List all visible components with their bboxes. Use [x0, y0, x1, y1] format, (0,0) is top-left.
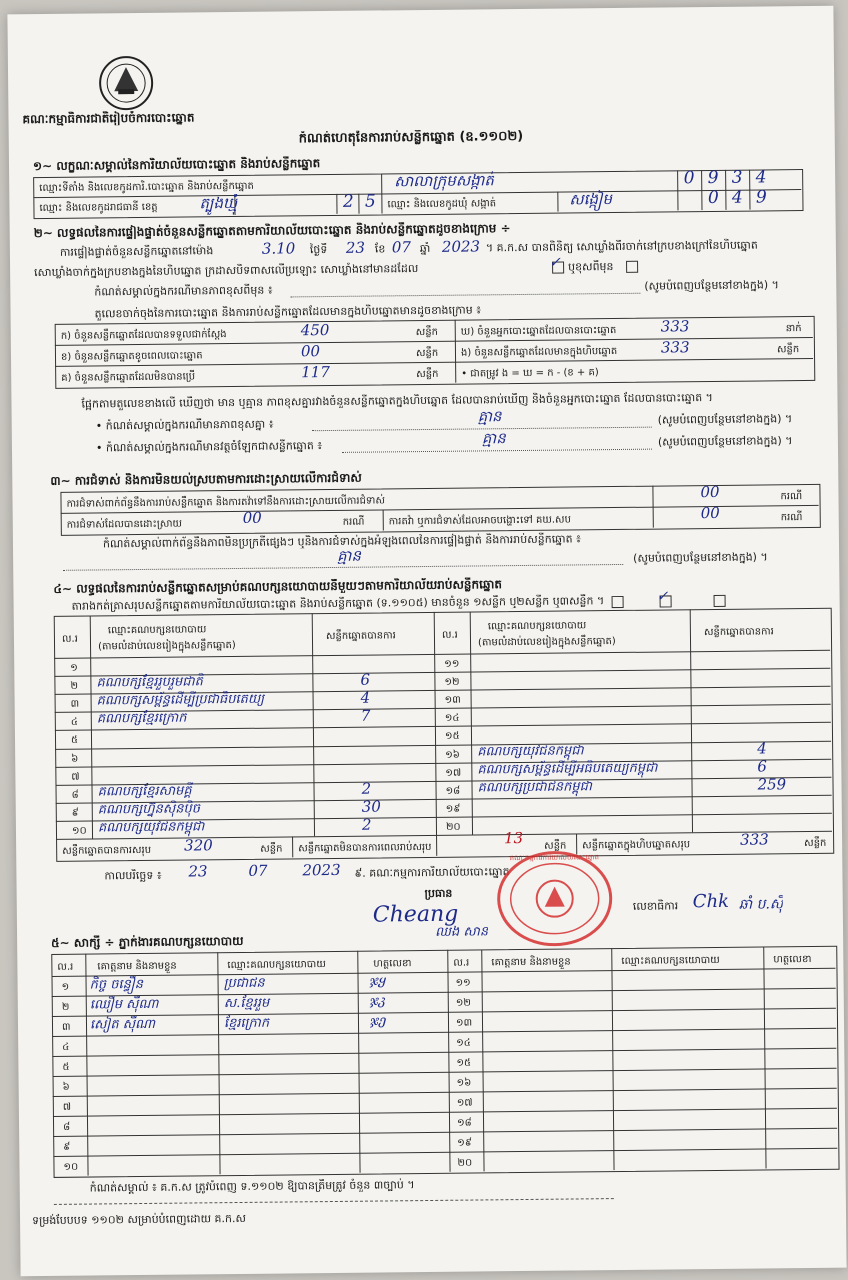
total-invalid-value: 13: [503, 829, 524, 848]
document-title: កំណត់ហេតុនៃការរាប់សន្លឹកឆ្នោត (ឧ.១១០២): [298, 128, 524, 147]
nec-emblem-icon: [96, 53, 157, 114]
year-label: ឆ្នាំ: [419, 241, 431, 256]
total-valid-label: សន្លឹកឆ្នោតបានការសរុប: [62, 844, 152, 857]
section4-heading: ៤~ លទ្ធផលនៃការរាប់សន្លឹកឆ្នោតសម្រាប់គណបក្សនយោបាយនីមួយៗតាមការិយាល័យរាប់សន្លឹកឆ្នោត: [53, 577, 503, 596]
check-line-rest: ។ គ.ក.ស បានពិនិត្យ សោឃ្លាំងពីរចាក់នៅក្របខាងក្រៅនៃហិបឆ្នោត: [485, 238, 758, 255]
result-row-no-left: ៥: [70, 735, 79, 747]
result-votes-left: 2: [361, 779, 372, 798]
received-label: ក) ចំនួនសន្លឹកឆ្នោតដែលបានទទួលជាក់ស្តែង: [60, 329, 227, 342]
check-time-label: ការផ្ទៀងផ្ទាត់ចំនួនសន្លឹកឆ្នោតនៅម៉ោង: [59, 244, 214, 259]
objection-row2b-unit: ករណី: [780, 512, 803, 524]
result-row-no-right: ២០: [445, 821, 461, 833]
witness-row-no-left: ៣: [61, 1021, 71, 1033]
witness-row-no-right: ១៤: [456, 1037, 471, 1049]
witness-col-no-right: ល.រ: [453, 957, 470, 969]
unused-value: 117: [301, 363, 330, 382]
witness-row-no-left: ៤: [62, 1041, 70, 1053]
witness-row-no-left: ៩: [63, 1141, 71, 1153]
result-row-no-left: ២: [70, 680, 79, 692]
results-col-votes-right: សន្លឹកឆ្នោតបានការ: [703, 626, 774, 639]
secretary-signature: Chk: [692, 890, 730, 913]
site-value: សាលាក្រុមសង្កាត់: [394, 171, 494, 191]
committee-name: គណៈកម្មាធិការជាតិរៀបចំការបោះឆ្នោត: [22, 110, 195, 127]
result-row-no-left: ៧: [71, 771, 80, 783]
province-code-1: 2: [342, 191, 354, 212]
result-row-no-left: ១: [70, 662, 78, 674]
witness-party: ស.ខ្មែររួម: [223, 995, 270, 1012]
result-row-no-right: ១៦: [445, 749, 460, 761]
date-sign-day: 23: [188, 862, 208, 881]
result-votes-left: 2: [361, 815, 372, 834]
results-col-party-sub-right: (តាមលំដាប់លេខរៀងក្នុងសន្លឹកឆ្នោត): [477, 636, 616, 649]
witness-row-no-right: ១៣: [455, 1017, 473, 1029]
commune-code-1: 0: [707, 187, 719, 209]
result-party-left: គណបក្សយុវជនកម្ពុជា: [97, 819, 205, 836]
chair-name: ឈង សាន: [434, 924, 489, 940]
objection-fill-note: (សូមបំពេញបន្ថែមនៅខាងក្នុង) ។: [633, 550, 768, 565]
form-footer: ទម្រង់បែបបទ ១១០២ សម្រាប់បំពេញដោយ គ.ក.ស: [31, 1211, 247, 1228]
month-value: 07: [391, 238, 412, 257]
witness-col-name-left: គោត្តនាម និងនាមខ្លួន: [97, 960, 177, 973]
result-row-no-right: ១៤: [444, 712, 460, 725]
lock-line: សោឃ្លាំងចាក់ក្នុងក្របខាងក្នុងនៃហិបឆ្នោត ក្រដាសបិទពាសលើប្រឡោះ សោឃ្លាំងនៅមានដដែល: [34, 262, 419, 280]
witness-party: ខ្មែរក្រោក: [223, 1015, 270, 1032]
objection-row2-value: 00: [242, 508, 262, 527]
witness-row-no-right: ២០: [457, 1157, 473, 1169]
result-party-right: គណបក្សប្រជាជនកម្ពុជា: [477, 778, 593, 796]
remark1-note: (សូមបំពេញបន្ថែមនៅខាងក្នុង) ។: [657, 412, 793, 427]
spoiled-unit: សន្លឹក: [415, 347, 439, 360]
result-row-no-left: ៣: [70, 698, 80, 710]
results-col-party-right: ឈ្មោះគណបក្សនយោបាយ: [487, 620, 587, 633]
remark2-note: (សូមបំពេញបន្ថែមនៅខាងក្នុង) ។: [657, 434, 793, 449]
secretary-name: ឆាំ ប.ស៊ី: [738, 896, 784, 913]
objection-row1-unit: ករណី: [780, 491, 803, 503]
result-party-right: គណបក្សយុវជនកម្ពុជា: [477, 742, 584, 759]
witness-row-no-right: ១២: [455, 997, 471, 1009]
witness-row-no-right: ១១: [455, 977, 471, 989]
province-label: ឈ្មោះ និងលេខកូដរាជធានី ខេត្ត: [39, 201, 158, 215]
remark2-value: គ្មាន: [481, 429, 506, 448]
document-page: [7, 6, 846, 1277]
province-code-2: 5: [364, 191, 376, 212]
witness-col-party-left: ឈ្មោះគណបក្សនយោបាយ: [227, 959, 326, 972]
voters-label: ឃ) ចំនួនអ្នកបោះឆ្នោតដែលបានបោះឆ្នោត: [460, 325, 617, 338]
voters-value: 333: [660, 317, 690, 336]
total-box-unit: សន្លឹក: [804, 837, 827, 850]
results-col-no-left: ល.រ: [61, 633, 78, 645]
discrepancy-line: ផ្អែកតាមតួលេខខាងលើ ឃើញថា មាន ឬគ្មាន ភាពខុសគ្នារវាងចំនួនសន្លឹកឆ្នោតក្នុងហិបឆ្នោត ដែលបានរាប់ឃើញ និងចំនួនអ្នកបោះឆ្នោត ដែលបានបោះឆ្នោត ។: [81, 390, 713, 411]
result-party-left: គណបក្សខ្មែរសាមគ្គី: [97, 783, 192, 800]
chair-signature: Cheang: [372, 901, 459, 928]
site-code-1: 0: [683, 168, 695, 189]
inbox-unit: សន្លឹក: [776, 344, 800, 356]
result-party-left: គណបក្សខ្មែរក្រោក: [96, 710, 187, 727]
witness-signature: ჯკ: [369, 993, 387, 1009]
witness-row-no-left: ៧: [62, 1101, 72, 1113]
results-col-party-sub-left: (តាមលំដាប់លេខរៀងក្នុងសន្លឹកឆ្នោត): [97, 640, 236, 653]
table-intro: តួលេខចាក់ចុងនៃការបោះឆ្នោត និងការរាប់សន្លឹកឆ្នោតដែលមានក្នុងហិបឆ្នោតមានដូចខាងក្រោម ៖: [94, 303, 482, 321]
witness-name: កិច្ច ចន្ធឿន: [89, 976, 144, 993]
objection-row1-value: 00: [700, 482, 720, 502]
remark1-value: គ្មាន: [477, 407, 502, 426]
witness-row-no-right: ១៧: [456, 1097, 473, 1109]
section2-heading: ២~ លទ្ធផលនៃការផ្ទៀងផ្ទាត់ចំនួនសន្លឹកឆ្នោតតាមការិយាល័យបោះឆ្នោត និងរាប់សន្លឹកឆ្នោតដូចខាងក្រោម ÷: [33, 221, 511, 241]
commune-code-3: 9: [755, 187, 767, 208]
date-sign-year: 2023: [302, 860, 341, 880]
total-invalid-label: សន្លឹកឆ្នោតមិនបានការពេលរាប់សរុប: [298, 841, 432, 855]
year-value: 2023: [441, 237, 481, 256]
witness-row-no-left: ២: [61, 1001, 70, 1013]
results-col-no-right: ល.រ: [441, 629, 458, 641]
received-value: 450: [300, 321, 330, 340]
form-note: កំណត់សម្គាល់ ៖ គ.ក.ស ត្រូវបំពេញ ទ.១១០២ ឱ្យបានត្រឹមត្រូវ ចំនួន ៣ច្បាប់ ។: [89, 1178, 415, 1195]
formula-text: • ជាតម្រូវ ង = ឃ = ក - (ខ + គ): [461, 367, 599, 380]
received-unit: សន្លឹក: [415, 326, 439, 339]
result-row-no-left: ៩: [71, 807, 79, 819]
section1-heading: ១~ លក្ខណៈសម្គាល់នៃការិយាល័យបោះឆ្នោត និងរាប់សន្លឹកឆ្នោត: [32, 156, 321, 174]
checkmark-icon: ✓: [548, 254, 561, 271]
results-col-party-left: ឈ្មោះគណបក្សនយោបាយ: [107, 624, 207, 637]
result-votes-right: 259: [757, 774, 787, 794]
result-row-no-left: ៨: [71, 789, 79, 801]
day-value: 23: [345, 238, 366, 257]
site-code-4: 4: [755, 167, 767, 188]
witness-row-no-left: ១០: [63, 1161, 79, 1173]
province-value: ត្បូងឃ្មុំ: [199, 193, 238, 213]
site-code-3: 3: [731, 167, 743, 188]
checkmark-icon: ✓: [656, 588, 669, 605]
result-votes-left: 6: [360, 670, 371, 689]
witness-row-no-left: ៨: [63, 1121, 71, 1133]
check-time-value: 3.10: [261, 239, 296, 258]
month-label: ខែ: [374, 242, 386, 256]
objection-row1: ការជំទាស់ពាក់ព័ន្ធនឹងការរាប់សន្លឹកឆ្នោត និងការតវ៉ាទៅនឹងការដោះស្រាយលើការជំទាស់: [66, 495, 386, 510]
fill-note: (សូមបំពេញបន្ថែមនៅខាងក្នុង) ។: [644, 278, 779, 293]
chair-label: ប្រធាន: [424, 886, 453, 901]
changed-label: ឬខុសពីមុន: [568, 260, 614, 274]
total-valid-value: 320: [184, 836, 213, 855]
remark-label: កំណត់សម្គាល់ក្នុងករណីមានភាពខុសពីមុន ៖: [94, 283, 273, 299]
result-party-left: គណបក្សខ្មែររួបរួមជាតិ: [96, 674, 203, 691]
objection-row2b-value: 00: [700, 503, 720, 523]
site-code-2: 9: [707, 167, 719, 189]
voters-unit: នាក់: [785, 323, 802, 335]
official-seal-icon: [494, 848, 615, 949]
result-votes-right: 6: [757, 757, 767, 776]
results-col-votes-left: សន្លឹកឆ្នោតបានការ: [325, 630, 396, 643]
witness-col-name-right: គោត្តនាម និងនាមខ្លួន: [491, 956, 571, 969]
date-label: ថ្ងៃទី: [309, 243, 328, 257]
result-party-left: គណបក្សហ្វ៊ុនស៊ិនប៉ិច: [97, 801, 201, 818]
result-row-no-right: ១៥: [444, 731, 460, 743]
objection-row2-unit: ករណី: [342, 516, 365, 528]
spoiled-value: 00: [300, 342, 321, 361]
total-box-label: សន្លឹកឆ្នោតក្នុងហិបឆ្នោតសរុប: [582, 839, 691, 852]
remark1-label: • កំណត់សម្គាល់ក្នុងករណីមានភាពខុសគ្នា ៖: [95, 417, 274, 433]
commune-label: ឈ្មោះ និងលេខកូដឃុំ សង្កាត់: [387, 198, 497, 211]
changed-checkbox[interactable]: [626, 261, 638, 273]
objection-row2: ការជំទាស់ដែលបានដោះស្រាយ: [66, 518, 183, 531]
inbox-value: 333: [660, 338, 690, 357]
result-row-no-left: ៦: [71, 753, 79, 765]
objection-remark-label: កំណត់សម្គាល់ពាក់ព័ន្ធនឹងភាពមិនប្រក្រតីផ្សេងៗ ឬនិងការជំទាស់ក្នុងអំឡុងពេលនៃការផ្ទៀងផ្ទាត់ និងការរាប់សន្លឹកឆ្នោត ៖: [102, 532, 582, 551]
result-row-no-right: ១២: [444, 676, 460, 688]
date-sign-label: កាលបរិច្ឆេទ ៖: [104, 868, 162, 883]
remark2-label: • កំណត់សម្គាល់ក្នុងករណីមានវត្ថុចំឡែកជាសន្លឹកឆ្នោត ៖: [95, 439, 323, 455]
witness-signature: ჯე: [369, 1013, 387, 1029]
result-row-no-right: ១៨: [445, 785, 461, 797]
result-party-right: គណបក្សសម្ព័ន្ធដើម្បីអធិបតេយ្យកម្ពុជា: [477, 760, 658, 778]
inbox-label: ង) ចំនួនសន្លឹកឆ្នោតដែលមានក្នុងហិបឆ្នោត: [460, 345, 618, 359]
total-invalid-unit: សន្លឹក: [544, 840, 567, 852]
result-votes-left: 4: [360, 688, 371, 707]
result-votes-left: 7: [360, 706, 371, 725]
sheet-count-3-checkbox[interactable]: [714, 595, 726, 607]
witness-row-no-right: ១៦: [456, 1077, 472, 1089]
spoiled-label: ខ) ចំនួនសន្លឹកឆ្នោតខូចពេលបោះឆ្នោត: [60, 350, 203, 363]
witness-row-no-right: ១៥: [456, 1057, 472, 1069]
section3-heading: ៣~ ការជំទាស់ និងការមិនយល់ស្របតាមការដោះស្រាយលើការជំទាស់: [50, 470, 362, 488]
witness-row-no-right: ១៨: [456, 1117, 472, 1129]
witness-col-no-left: ល.រ: [57, 961, 74, 973]
witness-row-no-left: ៥: [62, 1061, 70, 1073]
sheet-count-1-checkbox[interactable]: [612, 596, 624, 608]
section5-heading: ៥~ សាក្សី ÷ ភ្នាក់ងារគណបក្សនយោបាយ: [51, 933, 244, 950]
witness-row-no-left: ១: [61, 981, 70, 993]
seal-text: គណៈកម្មការការិយាល័យបោះឆ្នោត: [509, 853, 599, 863]
witness-col-sign-right: ហត្ថលេខា: [773, 953, 812, 966]
result-row-no-left: ១០: [71, 825, 87, 837]
result-row-no-right: ១៧: [445, 767, 462, 779]
objection-remark-value: គ្មាន: [337, 546, 362, 565]
commune-code-2: 4: [731, 187, 743, 208]
objection-row2b: ការតវ៉ា ឬការជំទាស់ដែលអាចបង្ហោះទៅ គឃ.សប: [388, 514, 571, 528]
result-row-no-right: ១៩: [445, 803, 461, 815]
witness-row-no-right: ១៩: [457, 1137, 472, 1149]
unused-unit: សន្លឹក: [416, 368, 439, 381]
result-votes-right: 4: [757, 738, 767, 758]
unused-label: គ) ចំនួនសន្លឹកឆ្នោតដែលមិនបានប្រើ: [61, 371, 196, 384]
site-label: ឈ្មោះទីតាំង និងលេខកូដការិ.បោះឆ្នោត និងរាប់សន្លឹកឆ្នោត: [39, 180, 254, 195]
result-row-no-right: ១១: [444, 658, 460, 670]
result-votes-left: 30: [361, 797, 381, 816]
witness-row-no-left: ៦: [62, 1081, 70, 1093]
witness-signature: ჯყ: [369, 973, 387, 989]
witness-party: ប្រជាជន: [223, 975, 265, 992]
total-box-value: 333: [740, 830, 769, 849]
witness-col-sign-left: ហត្ថលេខា: [373, 958, 412, 970]
witness-name: ឈឿម ស៊ីណា: [89, 996, 159, 1013]
committee-sign-label: ៩. គណៈកម្មការការិយាល័យបោះឆ្នោត: [354, 865, 510, 880]
secretary-label: លេខាធិការ: [632, 899, 679, 913]
witness-col-party-right: ឈ្មោះគណបក្សនយោបាយ: [621, 954, 720, 967]
result-row-no-right: ១៣: [444, 694, 461, 707]
commune-value: សង្កៀម: [569, 190, 613, 209]
result-row-no-left: ៤: [70, 716, 78, 729]
total-valid-unit: សន្លឹក: [260, 843, 283, 855]
witness-name: សៀត ស៊ីណា: [89, 1016, 156, 1033]
date-sign-month: 07: [248, 861, 268, 880]
section4-intro: តារាងកត់ត្រាសរុបសន្លឹកឆ្នោតតាមការិយាល័យបោះឆ្នោត និងរាប់សន្លឹកឆ្នោត (ទ.១១០៥) មានចំនួន ១សន្លឹក ឬ២សន្លឹក ឬ៣សន្លឹក ។: [71, 594, 605, 613]
result-party-left: គណបក្សសម្ព័ន្ធដើម្បីប្រជាធិបតេយ្យ: [96, 691, 265, 709]
